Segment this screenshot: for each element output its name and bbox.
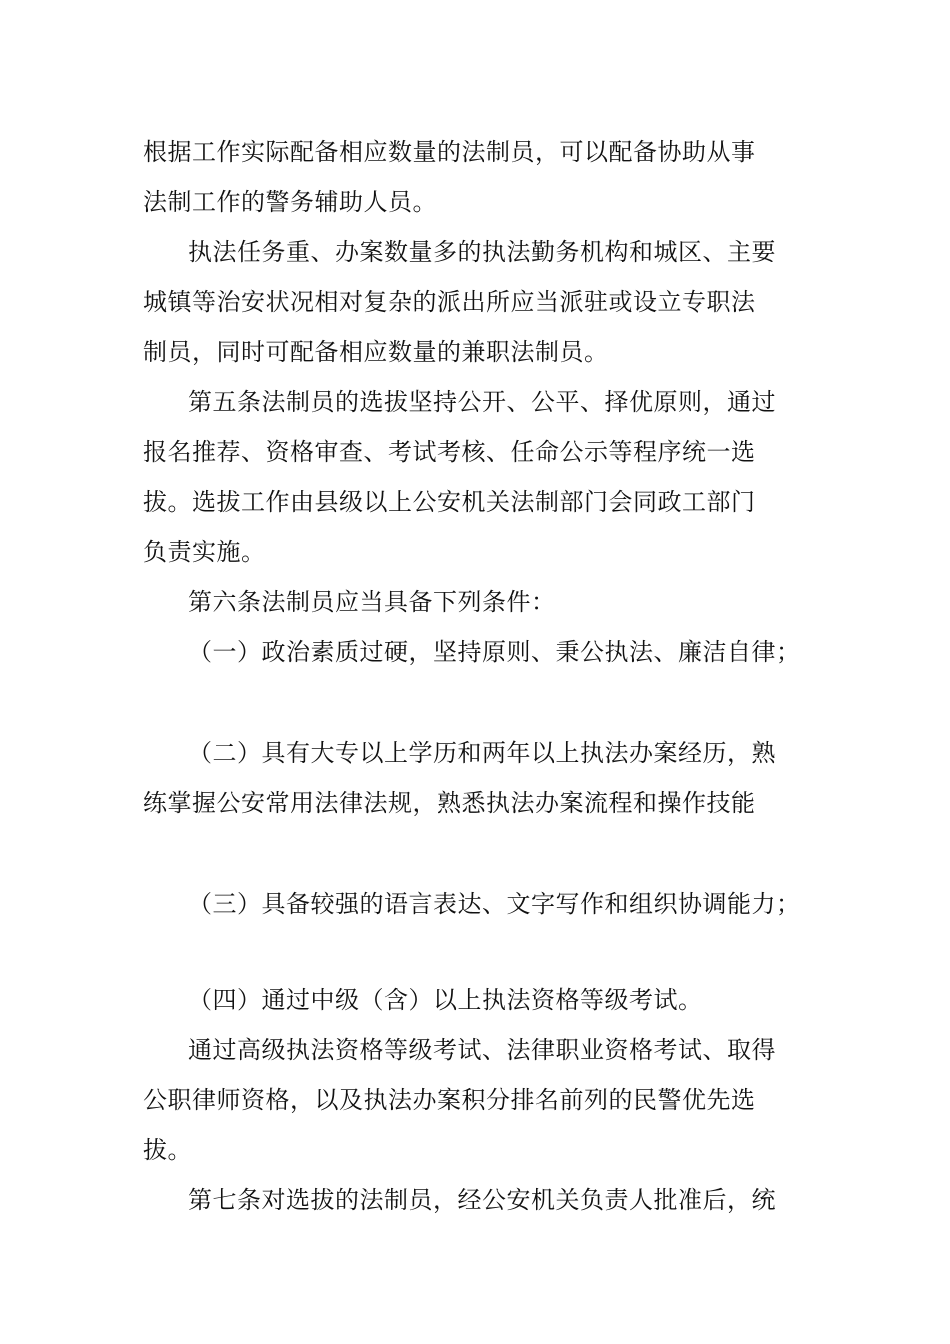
- text-line: 拔。: [143, 1136, 192, 1164]
- text-line: （四）通过中级（含）以上执法资格等级考试。: [188, 986, 703, 1014]
- text-line: 城镇等治安状况相对复杂的派出所应当派驻或设立专职法: [143, 288, 756, 316]
- text-line: 第六条法制员应当具备下列条件：: [188, 588, 556, 616]
- text-line: 制员，同时可配备相应数量的兼职法制员。: [143, 338, 609, 366]
- text-line: 报名推荐、资格审查、考试考核、任命公示等程序统一选: [143, 438, 756, 466]
- text-line: （三）具备较强的语言表达、文字写作和组织协调能力；: [188, 890, 801, 918]
- text-line: 第五条法制员的选拔坚持公开、公平、择优原则，通过: [188, 388, 776, 416]
- text-line: 公职律师资格，以及执法办案积分排名前列的民警优先选: [143, 1086, 756, 1114]
- text-line: 执法任务重、办案数量多的执法勤务机构和城区、主要: [188, 238, 776, 266]
- text-line: 拔。选拔工作由县级以上公安机关法制部门会同政工部门: [143, 488, 756, 516]
- text-line: （一）政治素质过硬，坚持原则、秉公执法、廉洁自律；: [188, 638, 801, 666]
- text-line: 第七条对选拔的法制员，经公安机关负责人批准后，统: [188, 1186, 776, 1214]
- text-line: 负责实施。: [143, 538, 266, 566]
- text-line: （二）具有大专以上学历和两年以上执法办案经历，熟: [188, 739, 776, 767]
- text-line: 练掌握公安常用法律法规，熟悉执法办案流程和操作技能: [143, 789, 756, 817]
- text-line: 根据工作实际配备相应数量的法制员，可以配备协助从事: [143, 138, 756, 166]
- text-line: 通过高级执法资格等级考试、法律职业资格考试、取得: [188, 1036, 776, 1064]
- text-line: 法制工作的警务辅助人员。: [143, 188, 437, 216]
